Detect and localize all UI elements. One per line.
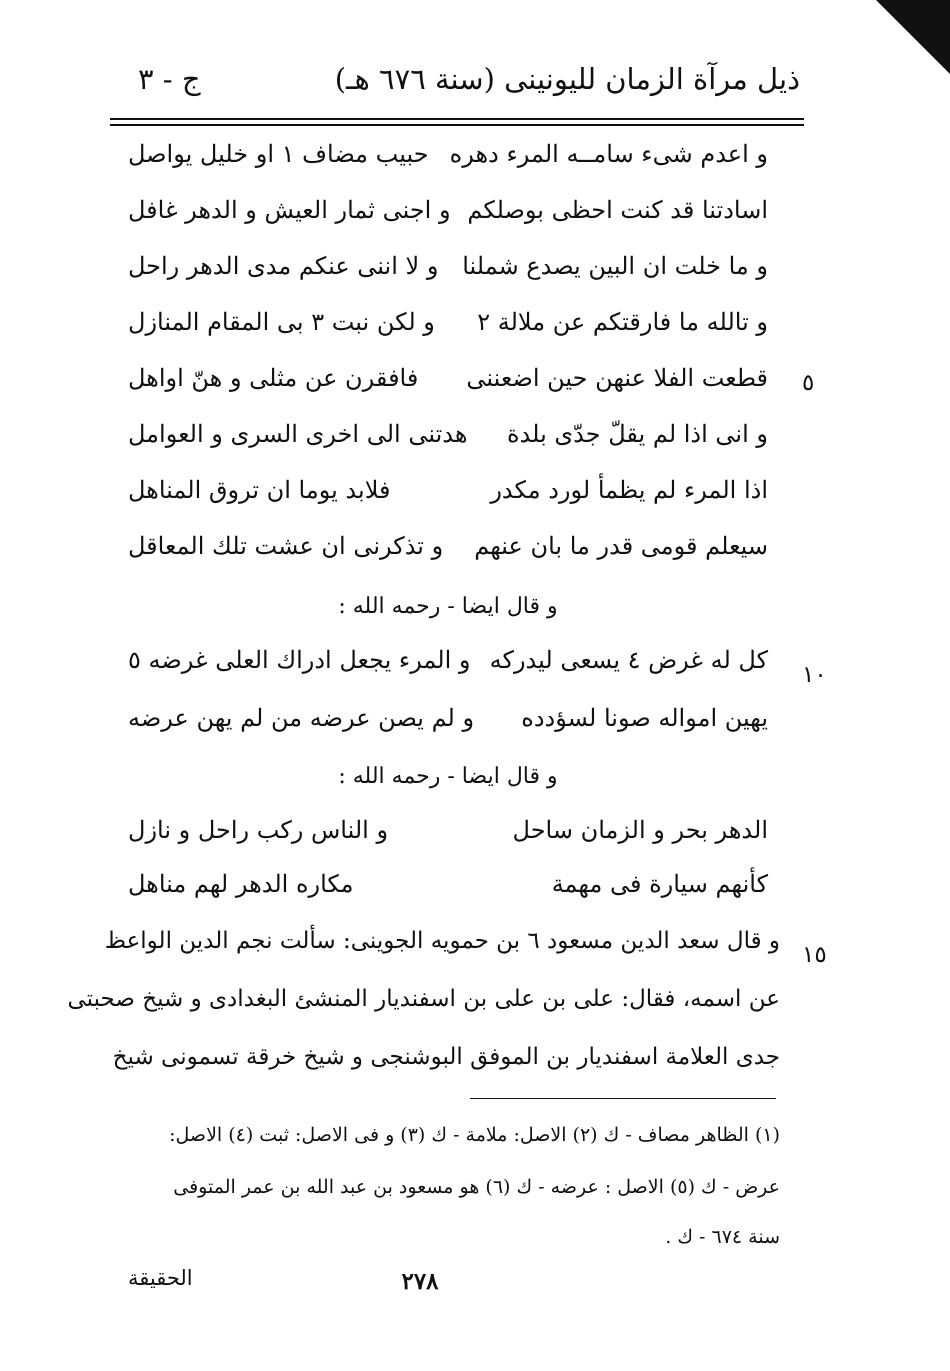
verse-line	[128, 420, 768, 460]
verse-hemistich-second: و لا اننى عنكم مدى الدهر راحل	[128, 252, 439, 280]
verse-line	[128, 704, 768, 744]
header-rule-bottom	[110, 124, 804, 126]
footnote-line: عرض - ك (٥) الاصل : عرضه - ك (٦) هو مسعود بن عبد الله بن عمر المتوفى	[173, 1176, 780, 1198]
volume-label: ج - ٣	[138, 62, 201, 96]
verse-hemistich-first: كل له غرض ٤ يسعى ليدركه	[489, 646, 768, 674]
verse-hemistich-first: و ما خلت ان البين يصدع شملنا	[462, 252, 768, 280]
verse-line	[128, 308, 768, 348]
verse-hemistich-second: و المرء يجعل ادراك العلى غرضه ٥	[128, 646, 471, 674]
prose-line: جدى العلامة اسفنديار بن الموفق البوشنجى و شيخ خرقة تسمونى شيخ	[112, 1044, 780, 1070]
book-title: ذيل مرآة الزمان لليونينى (سنة ٦٧٦ هـ)	[334, 62, 800, 96]
line-number: ١٥	[802, 942, 827, 968]
verse-hemistich-first: يهين امواله صونا لسؤدده	[521, 704, 768, 732]
verse-line	[128, 364, 768, 404]
verse-line	[128, 252, 768, 292]
verse-hemistich-second: فافقرن عن مثلى و هنّ اواهل	[128, 364, 419, 392]
verse-hemistich-second: و اجنى ثمار العيش و الدهر غافل	[128, 196, 451, 224]
verse-hemistich-first: و اعدم شىء سامــه المرء دهره	[449, 140, 768, 168]
verse-hemistich-second: هدتنى الى اخرى السرى و العوامل	[128, 420, 468, 448]
verse-line	[128, 196, 768, 236]
verse-hemistich-second: و تذكرنى ان عشت تلك المعاقل	[128, 532, 444, 560]
verse-hemistich-second: و لم يصن عرضه من لم يهن عرضه	[128, 704, 475, 732]
footnote-rule	[470, 1098, 776, 1099]
verse-hemistich-second: فلابد يوما ان تروق المناهل	[128, 476, 391, 504]
footnote-line: (١) الظاهر مصاف - ك (٢) الاصل: ملامة - ك (٣) و فى الاصل: ثبت (٤) الاصل:	[169, 1124, 780, 1146]
verse-hemistich-first: كأنهم سيارة فى مهمة	[551, 870, 768, 898]
verse-hemistich-first: قطعت الفلا عنهن حين اضعننى	[466, 364, 768, 392]
prose-line: و قال سعد الدين مسعود ٦ بن حمويه الجوينى: سألت نجم الدين الواعظ	[104, 928, 780, 954]
verse-hemistich-second: مكاره الدهر لهم مناهل	[128, 870, 354, 898]
signature-mark: الحقيقة	[128, 1266, 193, 1290]
page-number: ٢٧٨	[401, 1268, 439, 1295]
verse-line	[128, 870, 768, 910]
verse-line	[128, 646, 768, 686]
verse-hemistich-first: اسادتنا قد كنت احظى بوصلكم	[467, 196, 768, 224]
verse-hemistich-first: الدهر بحر و الزمان ساحل	[512, 816, 768, 844]
verse-hemistich-second: و لكن نبت ٣ بى المقام المنازل	[128, 308, 435, 336]
verse-line	[128, 476, 768, 516]
verse-hemistich-first: و تالله ما فارقتكم عن ملالة ٢	[477, 308, 768, 336]
prose-line: عن اسمه، فقال: على بن على بن اسفنديار المنشئ البغدادى و شيخ صحبتى	[67, 986, 780, 1012]
poem-intro: و قال ايضا - رحمه الله :	[338, 594, 558, 619]
page-corner-mark	[876, 0, 950, 74]
running-header	[110, 62, 800, 112]
verse-line	[128, 816, 768, 856]
verse-hemistich-first: سيعلم قومى قدر ما بان عنهم	[474, 532, 768, 560]
footnote-line: سنة ٦٧٤ - ك .	[665, 1226, 780, 1248]
verse-line	[128, 140, 768, 180]
header-rule-top	[110, 118, 804, 120]
verse-hemistich-second: و الناس ركب راحل و نازل	[128, 816, 389, 844]
line-number: ٥	[802, 370, 815, 396]
line-number: ١٠	[802, 662, 827, 688]
verse-hemistich-second: حبيب مضاف ١ او خليل يواصل	[128, 140, 429, 168]
verse-hemistich-first: اذا المرء لم يظمأ لورد مكدر	[490, 476, 768, 504]
verse-hemistich-first: و انى اذا لم يقلّ جدّى بلدة	[506, 420, 768, 448]
poem-intro: و قال ايضا - رحمه الله :	[338, 764, 558, 789]
verse-line	[128, 532, 768, 572]
